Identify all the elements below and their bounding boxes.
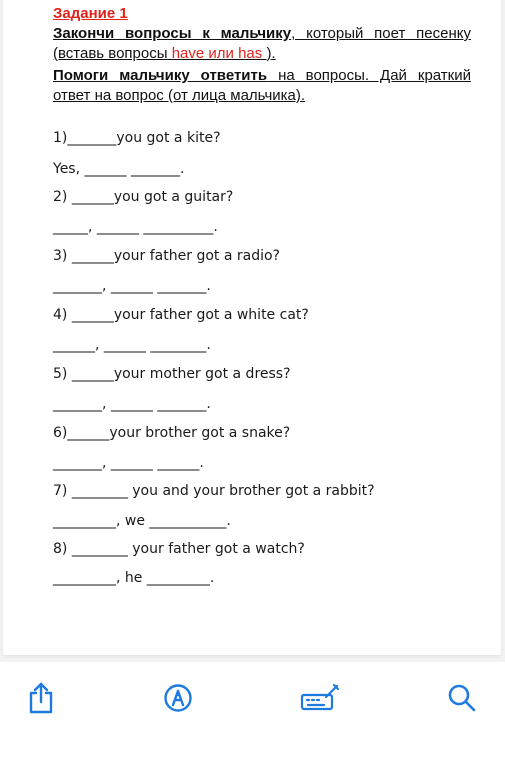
question-1: 1)_______you got a kite? bbox=[53, 130, 221, 146]
answer-1: Yes, ______ _______. bbox=[53, 161, 185, 177]
instruction-answer bbox=[53, 66, 471, 106]
markup-button[interactable] bbox=[156, 676, 200, 720]
answer-4: ______, ______ ________. bbox=[53, 337, 211, 353]
search-button[interactable] bbox=[440, 676, 484, 720]
keyboard-pen-icon bbox=[300, 683, 340, 713]
markup-icon bbox=[163, 683, 193, 713]
answer-6: _______, ______ ______. bbox=[53, 455, 204, 471]
question-3: 3) ______your father got a radio? bbox=[53, 248, 280, 264]
instruction-answer-text: на вопросы. Дай краткий ответ на вопрос (от лица мальчика). bbox=[53, 67, 471, 104]
answer-7: _________, we ___________. bbox=[53, 513, 231, 529]
document-page bbox=[3, 0, 501, 655]
keyboard-pen-button[interactable] bbox=[298, 676, 342, 720]
instruction-answer-bold: Помоги мальчику ответить bbox=[53, 67, 268, 84]
question-4: 4) ______your father got a white cat? bbox=[53, 307, 309, 323]
search-icon bbox=[447, 683, 477, 713]
instruction-bold: Закончи вопросы к мальчику bbox=[53, 25, 292, 42]
instruction-text: , который поет песенку (вставь вопросы bbox=[53, 25, 471, 62]
task-title: Задание 1 bbox=[53, 5, 128, 22]
answer-2: _____, ______ __________. bbox=[53, 219, 218, 235]
instruction-highlight: have или has bbox=[171, 45, 267, 62]
question-2: 2) ______you got a guitar? bbox=[53, 189, 234, 205]
instruction-text-end: ). bbox=[266, 45, 276, 62]
question-5: 5) ______your mother got a dress? bbox=[53, 366, 291, 382]
instruction-complete-questions bbox=[53, 24, 471, 64]
question-8: 8) ________ your father got a watch? bbox=[53, 541, 305, 557]
bottom-toolbar bbox=[0, 662, 505, 763]
answer-3: _______, ______ _______. bbox=[53, 278, 211, 294]
answer-8: _________, he _________. bbox=[53, 570, 215, 586]
share-icon bbox=[26, 681, 56, 715]
answer-5: _______, ______ _______. bbox=[53, 396, 211, 412]
question-7: 7) ________ you and your brother got a rabbit? bbox=[53, 483, 375, 499]
question-6: 6)______your brother got a snake? bbox=[53, 425, 291, 441]
share-button[interactable] bbox=[19, 676, 63, 720]
